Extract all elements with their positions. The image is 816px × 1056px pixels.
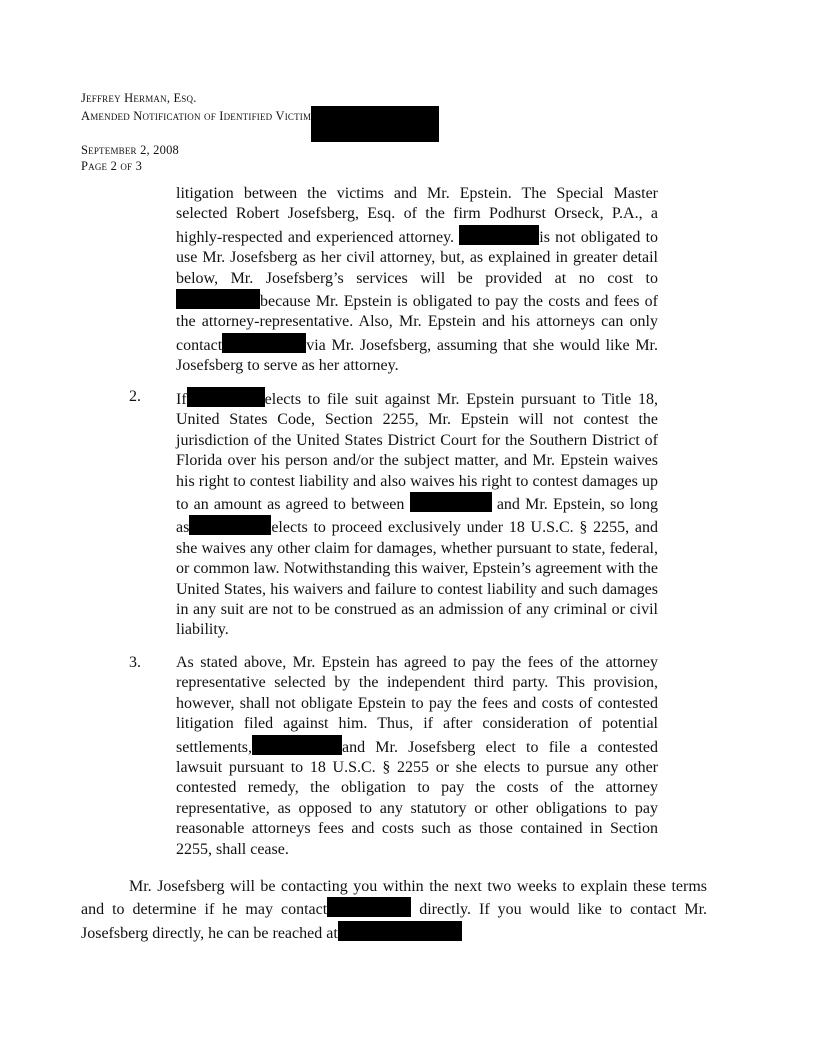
closing-text-2: directly. If you would like to contact Mr. Josefsberg directly, he can be reached at	[81, 901, 708, 942]
intro-text-1: litigation between the victims and Mr. Epstein. The Special Master selected Robert Josefsberg, Esq. of the firm Podhurst Orseck, P.A., a highly-respected and experienced attorney.	[176, 185, 658, 246]
redaction-box	[187, 387, 265, 407]
item-2-text-2: elects to file suit against Mr. Epstein pursuant to Title 18, United States Code, Section 2255, Mr. Epstein will not contest the jurisdiction of the United States District Court for the Southern District of Florida over his person and/or the subject matter, and Mr. Epstein waives his right to contest liability and also waives his right to contest damages up to an amount as agreed to between	[176, 391, 658, 514]
item-2-number: 2.	[129, 388, 141, 405]
redaction-box	[459, 225, 539, 245]
item-2-text-1: If	[176, 391, 187, 408]
redaction-box	[327, 897, 411, 917]
header-recipient: Jeffrey Herman, Esq.	[81, 91, 197, 105]
item-2-text-4: elects to proceed exclusively under 18 U.S.C. § 2255, and she waives any other claim for damages, whether pursuant to state, federal, or common law. Notwithstanding this waiver, Epstein’s agreement with the United States, his waivers and failure to contest liability and such damages in any suit are not to be construed as an admission of any criminal or civil liability.	[176, 519, 658, 639]
item-2-text-3: and Mr. Epstein, so long as	[176, 496, 659, 537]
header-date: September 2, 2008	[81, 143, 179, 157]
closing-paragraph	[81, 877, 707, 944]
item-3-text-2: and Mr. Josefsberg elect to file a contested lawsuit pursuant to 18 U.S.C. § 2255 or she elects to pursue any other contested remedy, the obligation to pay the costs of the attorney representative, as opposed to any statutory or other obligations to pay reasonable attorneys fees and costs such as those contained in Section 2255, shall cease.	[176, 738, 658, 858]
redaction-box	[189, 515, 271, 535]
redaction-box	[176, 289, 260, 309]
item-3-number: 3.	[129, 654, 141, 671]
redaction-box	[252, 735, 342, 755]
header-subject	[81, 106, 439, 142]
intro-text-2: is not obligated to use Mr. Josefsberg as her civil attorney, but, as explained in greater detail below, Mr. Josefsberg’s services will be provided at no cost to	[176, 228, 659, 287]
letterhead	[81, 90, 439, 174]
intro-text-4: via Mr. Josefsberg, assuming that she would like Mr. Josefsberg to serve as her attorney.	[176, 336, 658, 375]
paragraph-item-3	[176, 653, 658, 860]
redaction-box	[311, 106, 439, 142]
item-3-text-1: As stated above, Mr. Epstein has agreed to pay the fees of the attorney representative selected by the independent third party. This provision, however, shall not obligate Epstein to pay the fees and costs of contested litigation filed against him. Thus, if after consideration of potential settlements,	[176, 654, 658, 756]
header-page-number: Page 2 of 3	[81, 159, 143, 173]
closing-text-1: Mr. Josefsberg will be contacting you within the next two weeks to explain these terms and to determine if he may contact	[81, 878, 707, 919]
redaction-box	[410, 492, 492, 512]
intro-text-3: because Mr. Epstein is obligated to pay the costs and fees of the attorney-representative. Also, Mr. Epstein and his attorneys can only contact	[176, 293, 658, 354]
header-subject-text: Amended Notification of Identified Victim	[81, 109, 312, 123]
paragraph-item-2	[176, 387, 658, 641]
paragraph-intro	[176, 184, 658, 377]
redaction-box	[222, 333, 306, 353]
redaction-box	[338, 921, 462, 941]
